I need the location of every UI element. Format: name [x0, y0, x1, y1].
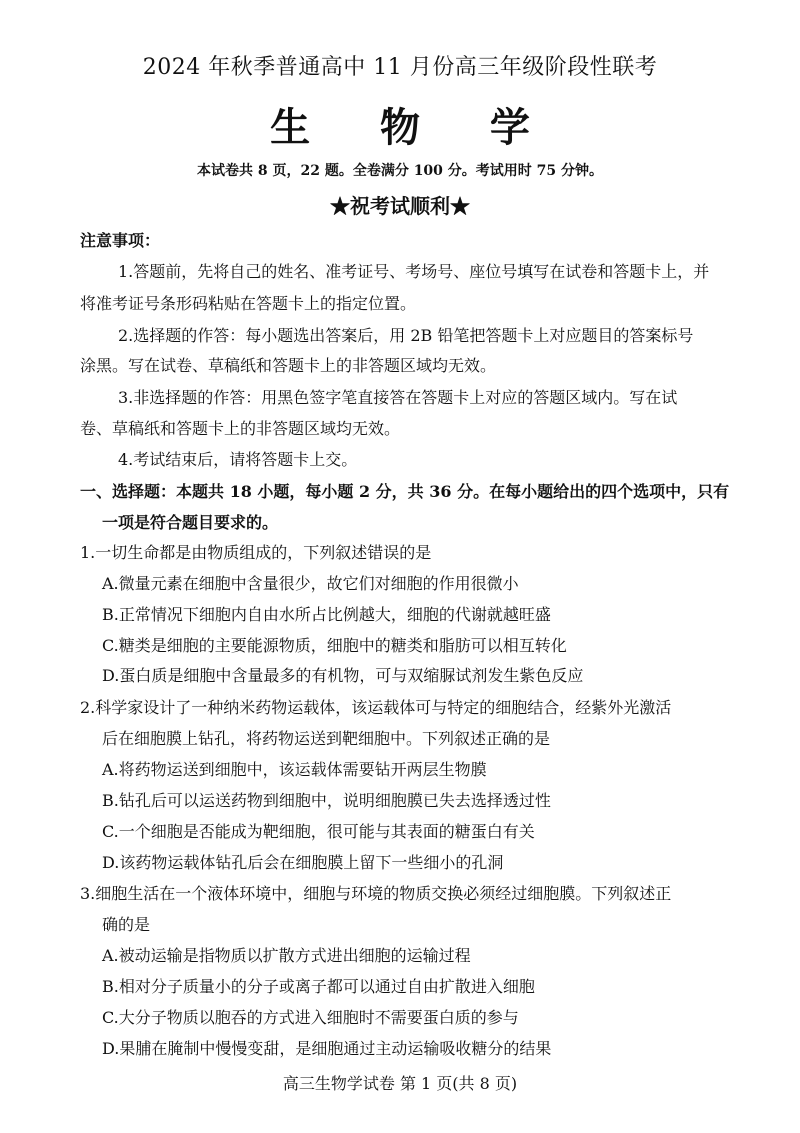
section-heading-line-1: 一、选择题：本题共 18 小题，每小题 2 分，共 36 分。在每小题给出的四个选项中，只有: [80, 482, 730, 501]
question-3-stem-line-1: 3.细胞生活在一个液体环境中，细胞与环境的物质交换必须经过细胞膜。下列叙述正: [80, 884, 672, 903]
question-3-option-c: C.大分子物质以胞吞的方式进入细胞时不需要蛋白质的参与: [102, 1008, 519, 1027]
note-1-line-1: 1.答题前，先将自己的姓名、准考证号、考场号、座位号填写在试卷和答题卡上，并: [118, 262, 710, 281]
question-2-stem-line-1: 2.科学家设计了一种纳米药物运载体，该运载体可与特定的细胞结合，经紫外光激活: [80, 698, 672, 717]
notes-heading: 注意事项：: [80, 231, 161, 250]
section-heading-line-2: 一项是符合题目要求的。: [102, 513, 279, 532]
note-3-line-1: 3.非选择题的作答：用黑色签字笔直接答在答题卡上对应的答题区域内。写在试: [118, 388, 678, 407]
question-1-stem: 1.一切生命都是由物质组成的，下列叙述错误的是: [80, 543, 432, 562]
question-1-option-c: C.糖类是细胞的主要能源物质，细胞中的糖类和脂肪可以相互转化: [102, 636, 567, 655]
question-1-option-d: D.蛋白质是细胞中含量最多的有机物，可与双缩脲试剂发生紫色反应: [102, 666, 584, 685]
page-footer: 高三生物学试卷 第 1 页(共 8 页): [282, 1074, 518, 1093]
question-3-option-a: A.被动运输是指物质以扩散方式进出细胞的运输过程: [102, 946, 471, 965]
question-1-option-a: A.微量元素在细胞中含量很少，故它们对细胞的作用很微小: [102, 574, 519, 593]
subject-title: 生 物 学: [270, 104, 558, 151]
question-1-option-b: B.正常情况下细胞内自由水所占比例越大，细胞的代谢就越旺盛: [102, 605, 551, 624]
note-3-line-2: 卷、草稿纸和答题卡上的非答题区域均无效。: [80, 419, 401, 438]
question-2-option-c: C.一个细胞是否能成为靶细胞，很可能与其表面的糖蛋白有关: [102, 822, 535, 841]
note-2-line-1: 2.选择题的作答：每小题选出答案后，用 2B 铅笔把答题卡上对应题目的答案标号: [118, 326, 694, 345]
note-1-line-2: 将准考证号条形码粘贴在答题卡上的指定位置。: [80, 294, 417, 313]
question-2-option-a: A.将药物运送到细胞中，该运载体需要钻开两层生物膜: [102, 760, 487, 779]
exam-title: 2024 年秋季普通高中 11 月份高三年级阶段性联考: [142, 55, 658, 80]
question-3-stem-line-2: 确的是: [102, 915, 151, 934]
exam-info: 本试卷共 8 页，22 题。全卷满分 100 分。考试用时 75 分钟。: [196, 163, 604, 179]
note-2-line-2: 涂黑。写在试卷、草稿纸和答题卡上的非答题区域均无效。: [80, 356, 497, 375]
question-2-stem-line-2: 后在细胞膜上钻孔，将药物运送到靶细胞中。下列叙述正确的是: [102, 729, 551, 748]
question-2-option-d: D.该药物运载体钻孔后会在细胞膜上留下一些细小的孔洞: [102, 853, 504, 872]
question-2-option-b: B.钻孔后可以运送药物到细胞中，说明细胞膜已失去选择透过性: [102, 791, 551, 810]
note-4-line-1: 4.考试结束后，请将答题卡上交。: [118, 450, 358, 469]
blessing: ★祝考试顺利★: [330, 194, 470, 218]
question-3-option-d: D.果脯在腌制中慢慢变甜，是细胞通过主动运输吸收糖分的结果: [102, 1039, 552, 1058]
question-3-option-b: B.相对分子质量小的分子或离子都可以通过自由扩散进入细胞: [102, 977, 535, 996]
